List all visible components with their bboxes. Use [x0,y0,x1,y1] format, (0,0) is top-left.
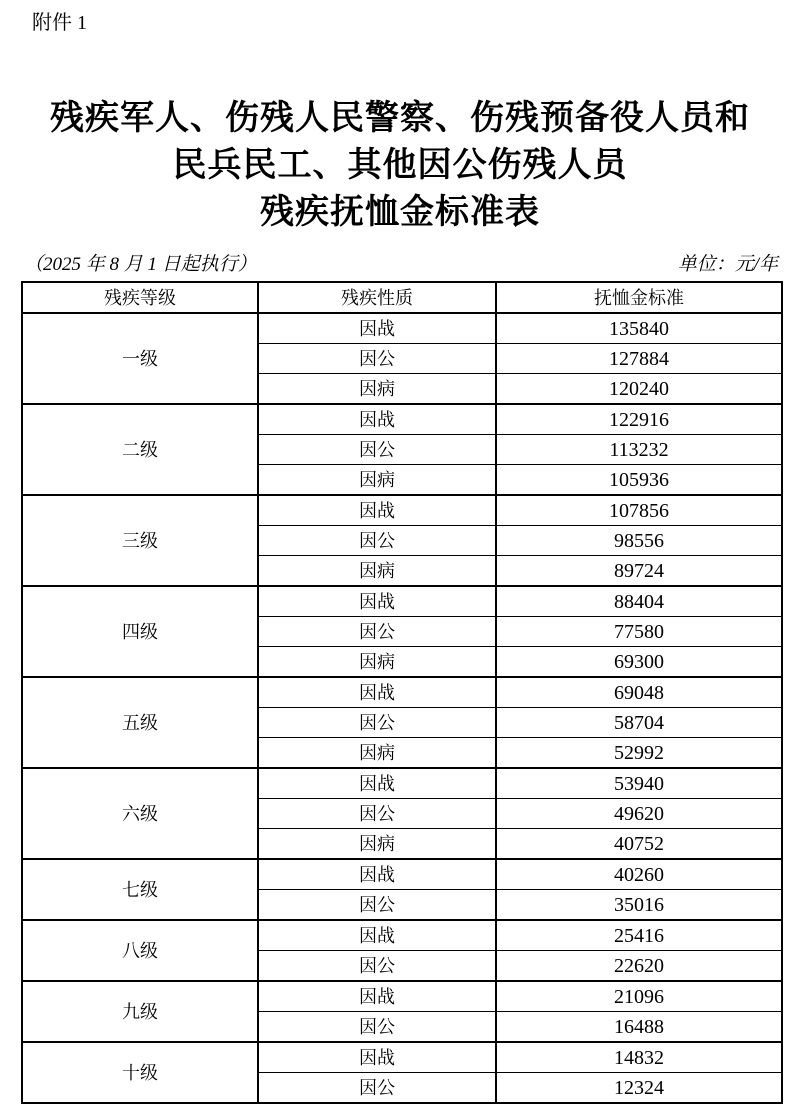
col-header-grade: 残疾等级 [22,282,258,313]
grade-cell: 五级 [22,677,258,768]
nature-cell: 因病 [258,829,496,860]
amount-cell: 89724 [496,556,782,587]
amount-cell: 35016 [496,890,782,921]
nature-cell: 因战 [258,586,496,617]
nature-cell: 因战 [258,981,496,1012]
document-title [20,95,780,236]
grade-cell: 四级 [22,586,258,677]
nature-cell: 因公 [258,526,496,556]
title-line-1: 残疾军人、伤残人民警察、伤残预备役人员和 [50,100,750,137]
grade-cell: 八级 [22,920,258,981]
pension-table-body [22,313,782,1103]
table-meta-row [24,252,778,277]
amount-cell: 69300 [496,647,782,678]
table-row [22,1042,782,1073]
nature-cell: 因病 [258,374,496,405]
nature-cell: 因公 [258,344,496,374]
nature-cell: 因战 [258,404,496,435]
grade-cell: 九级 [22,981,258,1042]
title-line-2: 民兵民工、其他因公伤残人员 [172,147,628,184]
table-row [22,586,782,617]
nature-cell: 因病 [258,556,496,587]
table-row [22,920,782,951]
nature-cell: 因战 [258,313,496,344]
grade-cell: 六级 [22,768,258,859]
nature-cell: 因公 [258,435,496,465]
nature-cell: 因公 [258,951,496,982]
table-header [22,282,782,313]
amount-cell: 12324 [496,1073,782,1104]
nature-cell: 因公 [258,617,496,647]
nature-cell: 因公 [258,1012,496,1043]
amount-cell: 49620 [496,799,782,829]
amount-cell: 88404 [496,586,782,617]
nature-cell: 因战 [258,768,496,799]
nature-cell: 因病 [258,647,496,678]
amount-cell: 40260 [496,859,782,890]
nature-cell: 因公 [258,890,496,921]
amount-cell: 53940 [496,768,782,799]
amount-cell: 98556 [496,526,782,556]
grade-cell: 一级 [22,313,258,404]
grade-cell: 十级 [22,1042,258,1103]
nature-cell: 因战 [258,1042,496,1073]
table-row [22,768,782,799]
nature-cell: 因战 [258,495,496,526]
nature-cell: 因战 [258,920,496,951]
table-row [22,859,782,890]
amount-cell: 40752 [496,829,782,860]
amount-cell: 113232 [496,435,782,465]
table-row [22,404,782,435]
table-row [22,981,782,1012]
amount-cell: 25416 [496,920,782,951]
nature-cell: 因公 [258,708,496,738]
grade-cell: 二级 [22,404,258,495]
amount-cell: 22620 [496,951,782,982]
attachment-label: 附件 1 [32,12,87,34]
effective-date: （2025 年 8 月 1 日起执行） [24,254,257,275]
nature-cell: 因公 [258,799,496,829]
amount-cell: 16488 [496,1012,782,1043]
nature-cell: 因战 [258,677,496,708]
amount-cell: 58704 [496,708,782,738]
table-row [22,677,782,708]
title-line-3: 残疾抚恤金标准表 [260,194,540,231]
amount-cell: 107856 [496,495,782,526]
col-header-nature: 残疾性质 [258,282,496,313]
nature-cell: 因病 [258,738,496,769]
nature-cell: 因公 [258,1073,496,1104]
amount-cell: 21096 [496,981,782,1012]
amount-cell: 127884 [496,344,782,374]
grade-cell: 七级 [22,859,258,920]
amount-cell: 14832 [496,1042,782,1073]
unit-label: 单位：元/年 [677,254,778,275]
nature-cell: 因病 [258,465,496,496]
amount-cell: 135840 [496,313,782,344]
grade-cell: 三级 [22,495,258,586]
header-row [22,282,782,313]
nature-cell: 因战 [258,859,496,890]
amount-cell: 120240 [496,374,782,405]
amount-cell: 77580 [496,617,782,647]
amount-cell: 122916 [496,404,782,435]
amount-cell: 52992 [496,738,782,769]
table-row [22,313,782,344]
table-row [22,495,782,526]
col-header-amount: 抚恤金标准 [496,282,782,313]
amount-cell: 105936 [496,465,782,496]
pension-standards-table [21,281,783,1104]
amount-cell: 69048 [496,677,782,708]
